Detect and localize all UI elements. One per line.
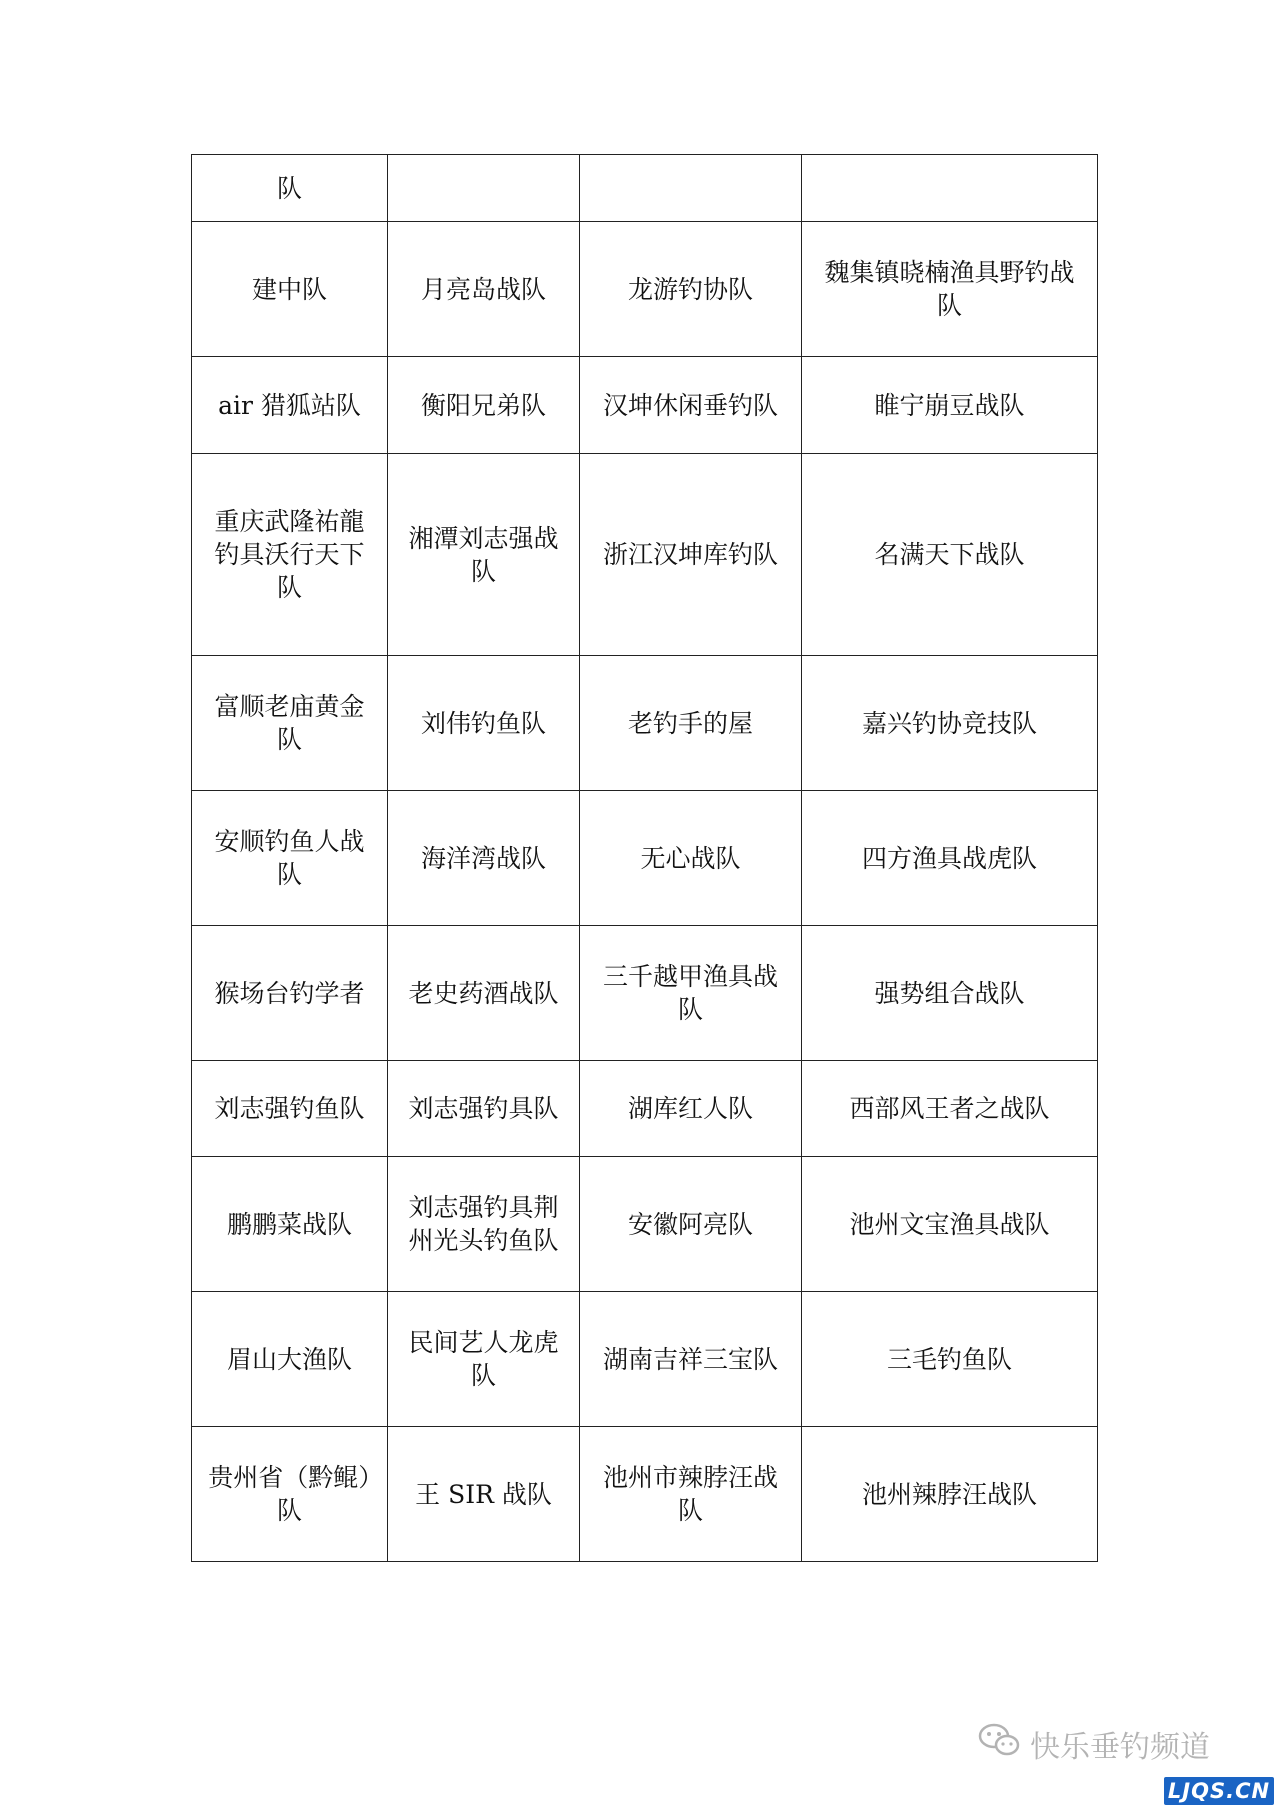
table-row <box>192 791 1098 926</box>
table-row <box>192 656 1098 791</box>
table-cell: 眉山大渔队 <box>192 1292 388 1427</box>
table-cell: 浙江汉坤库钓队 <box>580 454 802 656</box>
table-cell: 四方渔具战虎队 <box>802 791 1098 926</box>
table-cell: 三毛钓鱼队 <box>802 1292 1098 1427</box>
table-cell <box>802 155 1098 222</box>
table-cell: 名满天下战队 <box>802 454 1098 656</box>
table-cell: 强势组合战队 <box>802 926 1098 1061</box>
table-cell: 富顺老庙黄金队 <box>192 656 388 791</box>
table-cell: 王 SIR 战队 <box>388 1427 580 1562</box>
table-cell: 民间艺人龙虎队 <box>388 1292 580 1427</box>
table-cell: 重庆武隆祐龍钓具沃行天下队 <box>192 454 388 656</box>
table-cell: 刘志强钓鱼队 <box>192 1061 388 1157</box>
table-cell <box>388 155 580 222</box>
table-cell: 池州市辣脖汪战队 <box>580 1427 802 1562</box>
table-cell: 池州文宝渔具战队 <box>802 1157 1098 1292</box>
table-cell: 汉坤休闲垂钓队 <box>580 357 802 454</box>
table-row <box>192 1061 1098 1157</box>
table-cell: 月亮岛战队 <box>388 222 580 357</box>
table-cell: 无心战队 <box>580 791 802 926</box>
table-cell: air 猎狐站队 <box>192 357 388 454</box>
table-cell: 海洋湾战队 <box>388 791 580 926</box>
table-cell: 安徽阿亮队 <box>580 1157 802 1292</box>
table-cell: 刘志强钓具荆州光头钓鱼队 <box>388 1157 580 1292</box>
table-cell: 龙游钓协队 <box>580 222 802 357</box>
team-table <box>191 154 1098 1562</box>
table-cell: 队 <box>192 155 388 222</box>
table-row <box>192 926 1098 1061</box>
table-cell: 贵州省（黔鲲）队 <box>192 1427 388 1562</box>
site-badge: LJQS.CN <box>1164 1777 1274 1805</box>
table-cell: 鹏鹏菜战队 <box>192 1157 388 1292</box>
table-row <box>192 1157 1098 1292</box>
table-cell: 湘潭刘志强战队 <box>388 454 580 656</box>
table-row <box>192 1292 1098 1427</box>
table-row <box>192 222 1098 357</box>
table-row <box>192 454 1098 656</box>
watermark-text: 快乐垂钓频道 <box>1030 1730 1210 1765</box>
table-cell: 睢宁崩豆战队 <box>802 357 1098 454</box>
table-cell: 魏集镇晓楠渔具野钓战队 <box>802 222 1098 357</box>
channel-watermark <box>978 1722 1210 1766</box>
table-cell: 刘志强钓具队 <box>388 1061 580 1157</box>
table-cell: 衡阳兄弟队 <box>388 357 580 454</box>
table-cell: 嘉兴钓协竞技队 <box>802 656 1098 791</box>
table-row <box>192 357 1098 454</box>
table-cell: 建中队 <box>192 222 388 357</box>
table-cell: 老史药酒战队 <box>388 926 580 1061</box>
wechat-icon <box>978 1722 1022 1766</box>
table-cell <box>580 155 802 222</box>
table-cell: 老钓手的屋 <box>580 656 802 791</box>
table-cell: 刘伟钓鱼队 <box>388 656 580 791</box>
table-cell: 西部风王者之战队 <box>802 1061 1098 1157</box>
table-cell: 湖南吉祥三宝队 <box>580 1292 802 1427</box>
table-cell: 三千越甲渔具战队 <box>580 926 802 1061</box>
table-row <box>192 1427 1098 1562</box>
table-cell: 猴场台钓学者 <box>192 926 388 1061</box>
table-cell: 安顺钓鱼人战队 <box>192 791 388 926</box>
table-row <box>192 155 1098 222</box>
table-cell: 湖库红人队 <box>580 1061 802 1157</box>
table-cell: 池州辣脖汪战队 <box>802 1427 1098 1562</box>
